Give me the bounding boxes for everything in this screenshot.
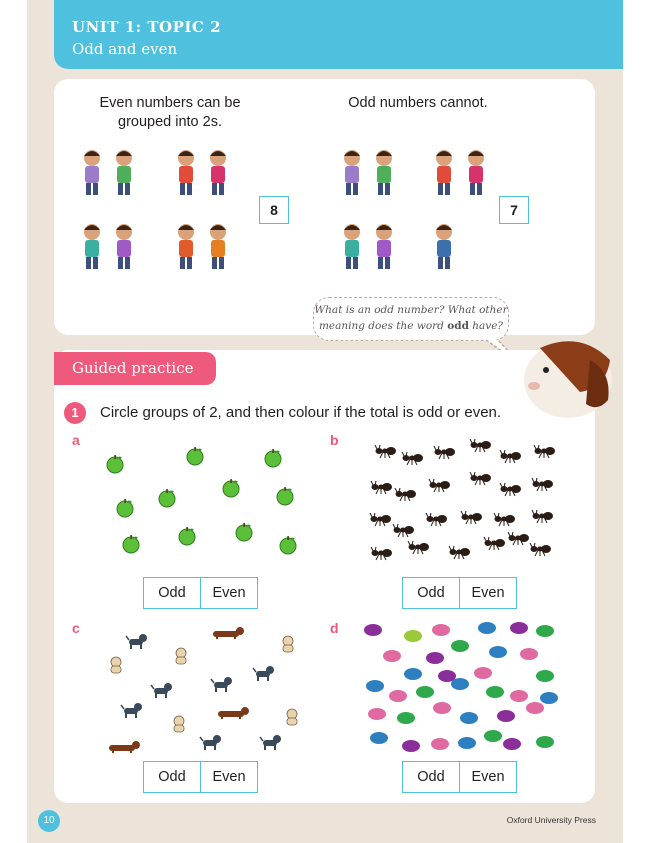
jellybean-icon [383,650,401,662]
jellybean-icon [451,640,469,652]
question-text: Circle groups of 2, and then colour if the total is odd or even. [100,404,502,421]
part-a-label: a [72,432,80,448]
ant-icon [500,483,521,496]
apple-icon [265,449,281,467]
part-a-odd-even-choice [143,577,258,609]
apple-icon [123,535,139,553]
apple-icon [236,523,252,541]
ant-icon [434,446,455,459]
jellybean-icon [489,646,507,658]
ant-icon [461,511,482,524]
dog-icon [111,657,121,673]
apple-icon [223,479,239,497]
apple-icon [159,489,175,507]
dog-icon [283,636,293,652]
speech-line2-post: have? [468,320,504,332]
ant-icon [370,513,391,526]
jellybean-icon [520,648,538,660]
even-count-box: 8 [259,196,289,224]
odd-count-box: 7 [499,196,529,224]
speech-line1: What is an odd number? What other [314,304,508,316]
dog-icon [121,703,142,718]
part-b-odd-even-choice [402,577,517,609]
apple-icon [117,499,133,517]
topic-title: Odd and even [72,40,178,58]
odd-option[interactable]: Odd [144,762,201,792]
jellybean-icon [540,692,558,704]
part-d-odd-even-choice [402,761,517,793]
dog-icon [260,735,281,750]
jellybean-icon [536,625,554,637]
jellybean-icon [426,652,444,664]
odd-option[interactable]: Odd [403,762,460,792]
ant-icon [395,488,416,501]
guided-practice-tab: Guided practice [54,352,216,385]
ant-icon [449,546,470,559]
even-text-line2: grouped into 2s. [118,114,222,130]
apple-icon [280,536,296,554]
jellybean-icon [503,738,521,750]
ant-icon [508,532,529,545]
even-option[interactable]: Even [471,585,505,601]
jellybean-icon [368,708,386,720]
jellybean-icon [510,690,528,702]
apple-icon [277,487,293,505]
unit-title: UNIT 1: TOPIC 2 [72,18,222,36]
even-text-line1: Even numbers can be [99,95,241,111]
jellybean-icon [397,712,415,724]
dog-icon [253,666,274,681]
jellybean-icon [536,736,554,748]
dog-icon [200,735,221,750]
page-number: 10 [38,810,60,832]
ant-icon [402,452,423,465]
ant-icon [532,510,553,523]
part-b-label: b [330,432,339,448]
apple-icon [107,455,123,473]
dog-icon [287,709,297,725]
jellybean-icon [404,668,422,680]
dog-icon [151,683,172,698]
speech-line2-bold: odd [447,320,469,332]
jellybean-icon [366,680,384,692]
jellybean-icon [460,712,478,724]
publisher-name: Oxford University Press [506,815,596,825]
part-c-label: c [72,620,80,636]
part-c-odd-even-choice [143,761,258,793]
dog-icon [176,648,186,664]
dog-icon [174,716,184,732]
ant-icon [429,479,450,492]
ant-icon [534,445,555,458]
odd-option[interactable]: Odd [144,578,201,608]
apple-icon [187,447,203,465]
ant-icon [530,543,551,556]
ant-icon [484,537,505,550]
odd-explanation: Odd numbers cannot. [348,95,488,111]
ant-icon [393,524,414,537]
jellybean-icon [364,624,382,636]
jellybean-icon [433,702,451,714]
jellybean-icon [478,622,496,634]
ant-icon [375,445,396,458]
apple-icon [179,527,195,545]
jellybean-icon [389,690,407,702]
ant-icon [532,478,553,491]
jellybean-icon [451,678,469,690]
ant-icon [500,450,521,463]
even-option[interactable]: Even [471,769,505,785]
dog-icon [213,627,244,639]
ant-icon [371,481,392,494]
jellybean-icon [536,670,554,682]
odd-option[interactable]: Odd [403,578,460,608]
dog-icon [126,634,147,649]
question-number: 1 [64,402,86,424]
jellybean-icon [474,667,492,679]
jellybean-icon [486,686,504,698]
ant-icon [470,472,491,485]
ant-icon [494,513,515,526]
dog-icon [218,707,249,719]
jellybean-icon [402,740,420,752]
even-option[interactable]: Even [212,585,246,601]
jellybean-icon [404,630,422,642]
ant-icon [470,439,491,452]
jellybean-icon [431,738,449,750]
jellybean-icon [510,622,528,634]
jellybean-icon [526,702,544,714]
part-d-label: d [330,620,339,636]
jellybean-icon [370,732,388,744]
speech-line2-pre: meaning does the word [318,320,448,332]
jellybean-icon [458,737,476,749]
jellybean-icon [416,686,434,698]
even-option[interactable]: Even [212,769,246,785]
jellybean-icon [497,710,515,722]
jellybean-icon [484,730,502,742]
dog-icon [211,677,232,692]
ant-icon [426,513,447,526]
dog-icon [109,741,140,753]
ant-icon [371,547,392,560]
ant-icon [408,541,429,554]
jellybean-icon [432,624,450,636]
